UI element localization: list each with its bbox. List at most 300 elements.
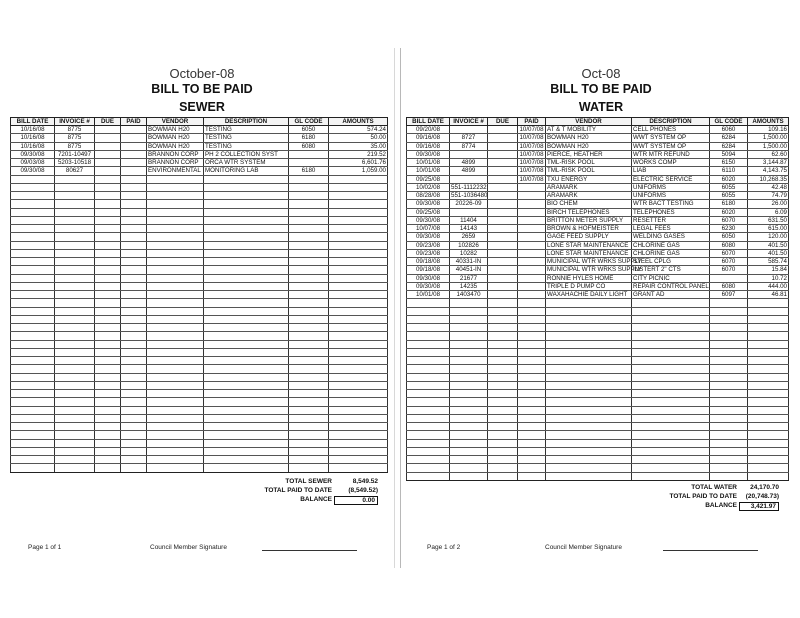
vendor-cell: MUNICIPAL WTR WRKS SUPPLY bbox=[547, 258, 642, 266]
gl-code-cell: 6110 bbox=[710, 167, 748, 175]
due-cell bbox=[95, 381, 121, 389]
total-sewer-label: TOTAL SEWER bbox=[285, 478, 332, 485]
amount-cell: 219.52 bbox=[329, 150, 388, 158]
column-header-paid: PAID bbox=[518, 118, 546, 126]
description-cell bbox=[204, 175, 289, 183]
bill-date-cell bbox=[11, 431, 55, 439]
paid-cell bbox=[121, 175, 147, 183]
amount-cell: 26.00 bbox=[748, 200, 789, 208]
bill-date-cell bbox=[407, 365, 450, 373]
gl-code-cell bbox=[289, 406, 329, 414]
description-cell bbox=[204, 307, 289, 315]
table-row bbox=[407, 150, 789, 158]
amount-cell: 10.72 bbox=[748, 274, 789, 282]
invoice-cell: 10282 bbox=[450, 249, 488, 257]
paid-cell bbox=[121, 225, 147, 233]
description-cell: CHLORINE GAS bbox=[632, 249, 710, 257]
amount-cell bbox=[329, 258, 388, 266]
gl-code-cell bbox=[289, 357, 329, 365]
bill-date-cell bbox=[11, 208, 55, 216]
vendor-cell: BIO CHEM bbox=[546, 200, 632, 208]
description-cell: LIAB bbox=[632, 167, 710, 175]
sewer-bill-table bbox=[10, 117, 388, 473]
paid-cell bbox=[121, 134, 147, 142]
gl-code-cell bbox=[710, 365, 748, 373]
due-cell bbox=[95, 167, 121, 175]
gl-code-cell bbox=[289, 225, 329, 233]
paid-cell bbox=[121, 159, 147, 167]
description-cell bbox=[204, 315, 289, 323]
blank-table-row bbox=[407, 365, 789, 373]
description-cell bbox=[204, 464, 289, 472]
gl-code-cell bbox=[710, 357, 748, 365]
due-cell bbox=[488, 456, 518, 464]
invoice-cell: 11404 bbox=[450, 216, 488, 224]
bill-date-cell bbox=[407, 340, 450, 348]
sewer-page bbox=[0, 48, 395, 568]
paid-cell bbox=[518, 266, 546, 274]
due-cell bbox=[488, 216, 518, 224]
bill-date-cell bbox=[11, 225, 55, 233]
gl-code-cell bbox=[710, 373, 748, 381]
description-cell: WORKS COMP bbox=[632, 159, 710, 167]
paid-cell bbox=[518, 225, 546, 233]
gl-code-cell bbox=[289, 315, 329, 323]
amount-cell bbox=[329, 249, 388, 257]
amount-cell: 631.50 bbox=[748, 216, 789, 224]
invoice-cell bbox=[55, 332, 95, 340]
blank-table-row bbox=[11, 365, 388, 373]
table-row bbox=[407, 233, 789, 241]
amount-cell: 401.50 bbox=[748, 241, 789, 249]
bill-date-cell: 10/07/08 bbox=[407, 225, 450, 233]
due-cell bbox=[95, 241, 121, 249]
invoice-cell bbox=[55, 307, 95, 315]
invoice-cell bbox=[55, 390, 95, 398]
paid-cell bbox=[121, 423, 147, 431]
column-header-description: DESCRIPTION bbox=[632, 118, 710, 126]
paid-cell bbox=[121, 456, 147, 464]
invoice-cell: 5203-10518 bbox=[55, 159, 95, 167]
water-signature-label: Council Member Signature bbox=[545, 544, 622, 551]
bill-date-cell bbox=[407, 299, 450, 307]
bill-date-cell bbox=[407, 307, 450, 315]
table-row bbox=[407, 282, 789, 290]
bill-date-cell: 09/30/08 bbox=[407, 274, 450, 282]
due-cell bbox=[488, 423, 518, 431]
paid-cell bbox=[121, 332, 147, 340]
vendor-cell bbox=[546, 456, 632, 464]
description-cell bbox=[632, 340, 710, 348]
blank-table-row bbox=[407, 348, 789, 356]
amount-cell bbox=[329, 315, 388, 323]
invoice-cell bbox=[450, 332, 488, 340]
invoice-cell bbox=[450, 208, 488, 216]
bill-date-cell bbox=[407, 315, 450, 323]
due-cell bbox=[95, 225, 121, 233]
amount-cell bbox=[329, 414, 388, 422]
amount-cell bbox=[329, 233, 388, 241]
description-cell bbox=[632, 423, 710, 431]
gl-code-cell: 6020 bbox=[710, 208, 748, 216]
invoice-cell bbox=[450, 406, 488, 414]
vendor-cell bbox=[147, 200, 204, 208]
vendor-cell bbox=[546, 307, 632, 315]
invoice-cell bbox=[55, 274, 95, 282]
blank-table-row bbox=[407, 447, 789, 455]
bill-date-cell: 09/25/08 bbox=[407, 208, 450, 216]
bill-date-cell bbox=[407, 373, 450, 381]
amount-cell bbox=[748, 381, 789, 389]
blank-table-row bbox=[11, 274, 388, 282]
vendor-cell: LONE STAR MAINTENANCE bbox=[546, 249, 632, 257]
due-cell bbox=[488, 208, 518, 216]
description-cell: WTR BACT TESTING bbox=[632, 200, 710, 208]
gl-code-cell bbox=[710, 464, 748, 472]
gl-code-cell: 6070 bbox=[710, 266, 748, 274]
due-cell bbox=[95, 332, 121, 340]
sewer-signature-line bbox=[262, 550, 357, 551]
vendor-cell: PIERCE, HEATHER bbox=[546, 150, 632, 158]
due-cell bbox=[488, 150, 518, 158]
gl-code-cell: 6080 bbox=[710, 241, 748, 249]
paid-cell bbox=[518, 431, 546, 439]
vendor-cell: BRITTON METER SUPPLY bbox=[546, 216, 632, 224]
invoice-cell bbox=[55, 423, 95, 431]
description-cell: ELECTRIC SERVICE bbox=[632, 175, 710, 183]
gl-code-cell: 6097 bbox=[710, 291, 748, 299]
blank-table-row bbox=[11, 456, 388, 464]
bill-date-cell bbox=[11, 439, 55, 447]
paid-cell bbox=[518, 183, 546, 191]
bill-date-cell bbox=[11, 299, 55, 307]
due-cell bbox=[95, 447, 121, 455]
invoice-cell bbox=[55, 373, 95, 381]
due-cell bbox=[95, 315, 121, 323]
invoice-cell bbox=[450, 464, 488, 472]
vendor-cell bbox=[147, 192, 204, 200]
amount-cell: 401.50 bbox=[748, 249, 789, 257]
water-paid-to-date-label: TOTAL PAID TO DATE bbox=[669, 493, 737, 500]
description-cell bbox=[204, 183, 289, 191]
due-cell bbox=[488, 406, 518, 414]
due-cell bbox=[488, 373, 518, 381]
amount-cell bbox=[748, 365, 789, 373]
due-cell bbox=[488, 183, 518, 191]
due-cell bbox=[95, 159, 121, 167]
bill-date-cell: 10/02/08 bbox=[407, 183, 450, 191]
sewer-title-heading: BILL TO BE PAID bbox=[151, 82, 253, 96]
bill-date-cell bbox=[11, 216, 55, 224]
gl-code-cell bbox=[289, 282, 329, 290]
vendor-cell bbox=[147, 414, 204, 422]
table-row bbox=[11, 167, 388, 175]
due-cell bbox=[95, 439, 121, 447]
invoice-cell bbox=[450, 307, 488, 315]
invoice-cell bbox=[55, 398, 95, 406]
vendor-cell: ARAMARK bbox=[546, 183, 632, 191]
bill-date-cell: 09/23/08 bbox=[407, 249, 450, 257]
invoice-cell: 2659 bbox=[450, 233, 488, 241]
amount-cell bbox=[329, 200, 388, 208]
gl-code-cell: 6055 bbox=[710, 183, 748, 191]
bill-date-cell bbox=[11, 332, 55, 340]
description-cell: GRANT AD bbox=[632, 291, 710, 299]
description-cell bbox=[632, 431, 710, 439]
gl-code-cell bbox=[710, 447, 748, 455]
invoice-cell bbox=[450, 431, 488, 439]
sewer-balance-value: 0.00 bbox=[334, 496, 378, 505]
description-cell bbox=[632, 315, 710, 323]
amount-cell: 1,500.00 bbox=[748, 134, 789, 142]
description-cell bbox=[632, 472, 710, 480]
paid-cell bbox=[121, 282, 147, 290]
description-cell: WWT SYSTEM OP bbox=[632, 142, 710, 150]
due-cell bbox=[95, 233, 121, 241]
invoice-cell bbox=[55, 249, 95, 257]
description-cell bbox=[204, 216, 289, 224]
gl-code-cell bbox=[289, 274, 329, 282]
vendor-cell bbox=[147, 274, 204, 282]
due-cell bbox=[95, 258, 121, 266]
amount-cell bbox=[329, 192, 388, 200]
table-row bbox=[407, 159, 789, 167]
gl-code-cell: 6180 bbox=[710, 200, 748, 208]
paid-cell bbox=[518, 282, 546, 290]
total-sewer-value: 8,549.52 bbox=[352, 478, 378, 485]
blank-table-row bbox=[11, 348, 388, 356]
bill-date-cell bbox=[11, 324, 55, 332]
vendor-cell bbox=[546, 406, 632, 414]
description-cell: MONITORING LAB bbox=[204, 167, 289, 175]
amount-cell: 1,500.00 bbox=[748, 142, 789, 150]
amount-cell bbox=[748, 373, 789, 381]
vendor-cell bbox=[147, 439, 204, 447]
gl-code-cell bbox=[289, 381, 329, 389]
paid-cell bbox=[518, 216, 546, 224]
amount-cell bbox=[329, 398, 388, 406]
paid-cell bbox=[518, 340, 546, 348]
vendor-cell: BOWMAN H20 bbox=[546, 142, 632, 150]
invoice-cell: 14143 bbox=[450, 225, 488, 233]
bill-date-cell bbox=[11, 183, 55, 191]
due-cell bbox=[95, 406, 121, 414]
vendor-cell bbox=[147, 357, 204, 365]
description-cell bbox=[632, 348, 710, 356]
gl-code-cell bbox=[289, 456, 329, 464]
blank-table-row bbox=[11, 398, 388, 406]
description-cell: WTR MTR REFUND bbox=[632, 150, 710, 158]
gl-code-cell bbox=[289, 291, 329, 299]
amount-cell bbox=[329, 456, 388, 464]
description-cell bbox=[204, 200, 289, 208]
invoice-cell bbox=[55, 447, 95, 455]
vendor-cell bbox=[147, 406, 204, 414]
vendor-cell bbox=[147, 258, 204, 266]
amount-cell bbox=[329, 324, 388, 332]
blank-table-row bbox=[11, 307, 388, 315]
invoice-cell bbox=[55, 282, 95, 290]
gl-code-cell bbox=[289, 241, 329, 249]
paid-cell bbox=[121, 192, 147, 200]
sewer-signature-label: Council Member Signature bbox=[150, 544, 227, 551]
vendor-cell bbox=[147, 447, 204, 455]
paid-cell bbox=[121, 241, 147, 249]
bill-date-cell bbox=[11, 192, 55, 200]
bill-date-cell bbox=[407, 472, 450, 480]
invoice-cell bbox=[55, 406, 95, 414]
paid-cell bbox=[121, 431, 147, 439]
invoice-cell: 40331-IN bbox=[450, 258, 488, 266]
due-cell bbox=[95, 464, 121, 472]
bill-date-cell bbox=[11, 406, 55, 414]
bill-date-cell bbox=[407, 431, 450, 439]
blank-table-row bbox=[11, 423, 388, 431]
gl-code-cell bbox=[710, 472, 748, 480]
vendor-cell bbox=[546, 381, 632, 389]
paid-cell bbox=[518, 299, 546, 307]
bill-date-cell bbox=[11, 365, 55, 373]
vendor-cell bbox=[147, 266, 204, 274]
invoice-cell: 1403470 bbox=[450, 291, 488, 299]
due-cell bbox=[95, 175, 121, 183]
amount-cell bbox=[748, 398, 789, 406]
blank-table-row bbox=[407, 340, 789, 348]
gl-code-cell bbox=[289, 332, 329, 340]
invoice-cell: 14235 bbox=[450, 282, 488, 290]
table-row bbox=[11, 159, 388, 167]
invoice-cell: 4899 bbox=[450, 167, 488, 175]
due-cell bbox=[488, 307, 518, 315]
description-cell bbox=[632, 456, 710, 464]
gl-code-cell: 6284 bbox=[710, 142, 748, 150]
paid-cell bbox=[121, 464, 147, 472]
description-cell bbox=[204, 439, 289, 447]
invoice-cell bbox=[55, 456, 95, 464]
bill-date-cell bbox=[407, 423, 450, 431]
bill-date-cell: 10/01/08 bbox=[407, 159, 450, 167]
vendor-cell bbox=[546, 365, 632, 373]
amount-cell bbox=[329, 241, 388, 249]
bill-date-cell bbox=[407, 398, 450, 406]
vendor-cell bbox=[546, 340, 632, 348]
due-cell bbox=[95, 142, 121, 150]
paid-cell: 10/07/08 bbox=[519, 167, 544, 175]
amount-cell bbox=[748, 447, 789, 455]
description-cell bbox=[204, 373, 289, 381]
paid-cell bbox=[518, 332, 546, 340]
amount-cell: 585.74 bbox=[748, 258, 789, 266]
table-row bbox=[11, 142, 388, 150]
vendor-cell bbox=[147, 233, 204, 241]
vendor-cell bbox=[546, 357, 632, 365]
description-cell bbox=[204, 225, 289, 233]
water-fund-heading: WATER bbox=[578, 100, 624, 114]
sewer-month-heading: October-08 bbox=[169, 66, 235, 81]
gl-code-cell bbox=[289, 348, 329, 356]
vendor-cell bbox=[546, 299, 632, 307]
description-cell bbox=[632, 381, 710, 389]
bill-date-cell bbox=[11, 274, 55, 282]
vendor-cell bbox=[546, 348, 632, 356]
blank-table-row bbox=[11, 299, 388, 307]
table-row bbox=[407, 134, 789, 142]
invoice-cell bbox=[450, 365, 488, 373]
gl-code-cell bbox=[710, 456, 748, 464]
bill-date-cell bbox=[11, 456, 55, 464]
blank-table-row bbox=[407, 472, 789, 480]
due-cell bbox=[95, 274, 121, 282]
paid-cell bbox=[121, 324, 147, 332]
paid-cell bbox=[518, 233, 546, 241]
bill-date-cell: 09/30/08 bbox=[407, 216, 450, 224]
bill-date-cell bbox=[407, 456, 450, 464]
paid-cell bbox=[121, 357, 147, 365]
invoice-cell bbox=[55, 357, 95, 365]
paid-cell bbox=[121, 183, 147, 191]
gl-code-cell bbox=[289, 233, 329, 241]
paid-cell bbox=[518, 381, 546, 389]
blank-table-row bbox=[11, 183, 388, 191]
gl-code-cell: 6230 bbox=[710, 225, 748, 233]
due-cell bbox=[95, 373, 121, 381]
description-cell bbox=[204, 192, 289, 200]
due-cell bbox=[95, 291, 121, 299]
invoice-cell bbox=[450, 390, 488, 398]
amount-cell bbox=[329, 175, 388, 183]
table-row bbox=[407, 175, 789, 183]
due-cell bbox=[488, 258, 518, 266]
gl-code-cell bbox=[710, 332, 748, 340]
invoice-cell bbox=[450, 175, 488, 183]
invoice-cell bbox=[55, 315, 95, 323]
gl-code-cell bbox=[710, 340, 748, 348]
amount-cell bbox=[748, 307, 789, 315]
gl-code-cell bbox=[289, 192, 329, 200]
vendor-cell bbox=[147, 175, 204, 183]
blank-table-row bbox=[11, 208, 388, 216]
due-cell bbox=[488, 266, 518, 274]
invoice-cell: 8775 bbox=[55, 126, 95, 134]
vendor-cell bbox=[546, 414, 632, 422]
description-cell bbox=[204, 398, 289, 406]
amount-cell bbox=[748, 315, 789, 323]
description-cell bbox=[204, 332, 289, 340]
vendor-cell bbox=[546, 315, 632, 323]
description-cell: WELDING GASES bbox=[632, 233, 710, 241]
gl-code-cell bbox=[289, 340, 329, 348]
total-water-label: TOTAL WATER bbox=[691, 484, 737, 491]
sewer-header-row bbox=[11, 118, 388, 126]
description-cell bbox=[204, 423, 289, 431]
blank-table-row bbox=[407, 315, 789, 323]
column-header-vendor: VENDOR bbox=[546, 118, 632, 126]
paid-cell bbox=[121, 390, 147, 398]
bill-date-cell bbox=[407, 324, 450, 332]
amount-cell bbox=[748, 414, 789, 422]
blank-table-row bbox=[407, 431, 789, 439]
description-cell: TESTING bbox=[204, 126, 289, 134]
description-cell bbox=[632, 332, 710, 340]
blank-table-row bbox=[407, 332, 789, 340]
paid-cell: 10/07/08 bbox=[519, 159, 544, 167]
vendor-cell bbox=[147, 398, 204, 406]
vendor-cell: TXU ENERGY bbox=[546, 175, 632, 183]
amount-cell bbox=[748, 348, 789, 356]
description-cell: CITY PICNIC bbox=[632, 274, 710, 282]
invoice-cell bbox=[55, 464, 95, 472]
gl-code-cell bbox=[289, 200, 329, 208]
